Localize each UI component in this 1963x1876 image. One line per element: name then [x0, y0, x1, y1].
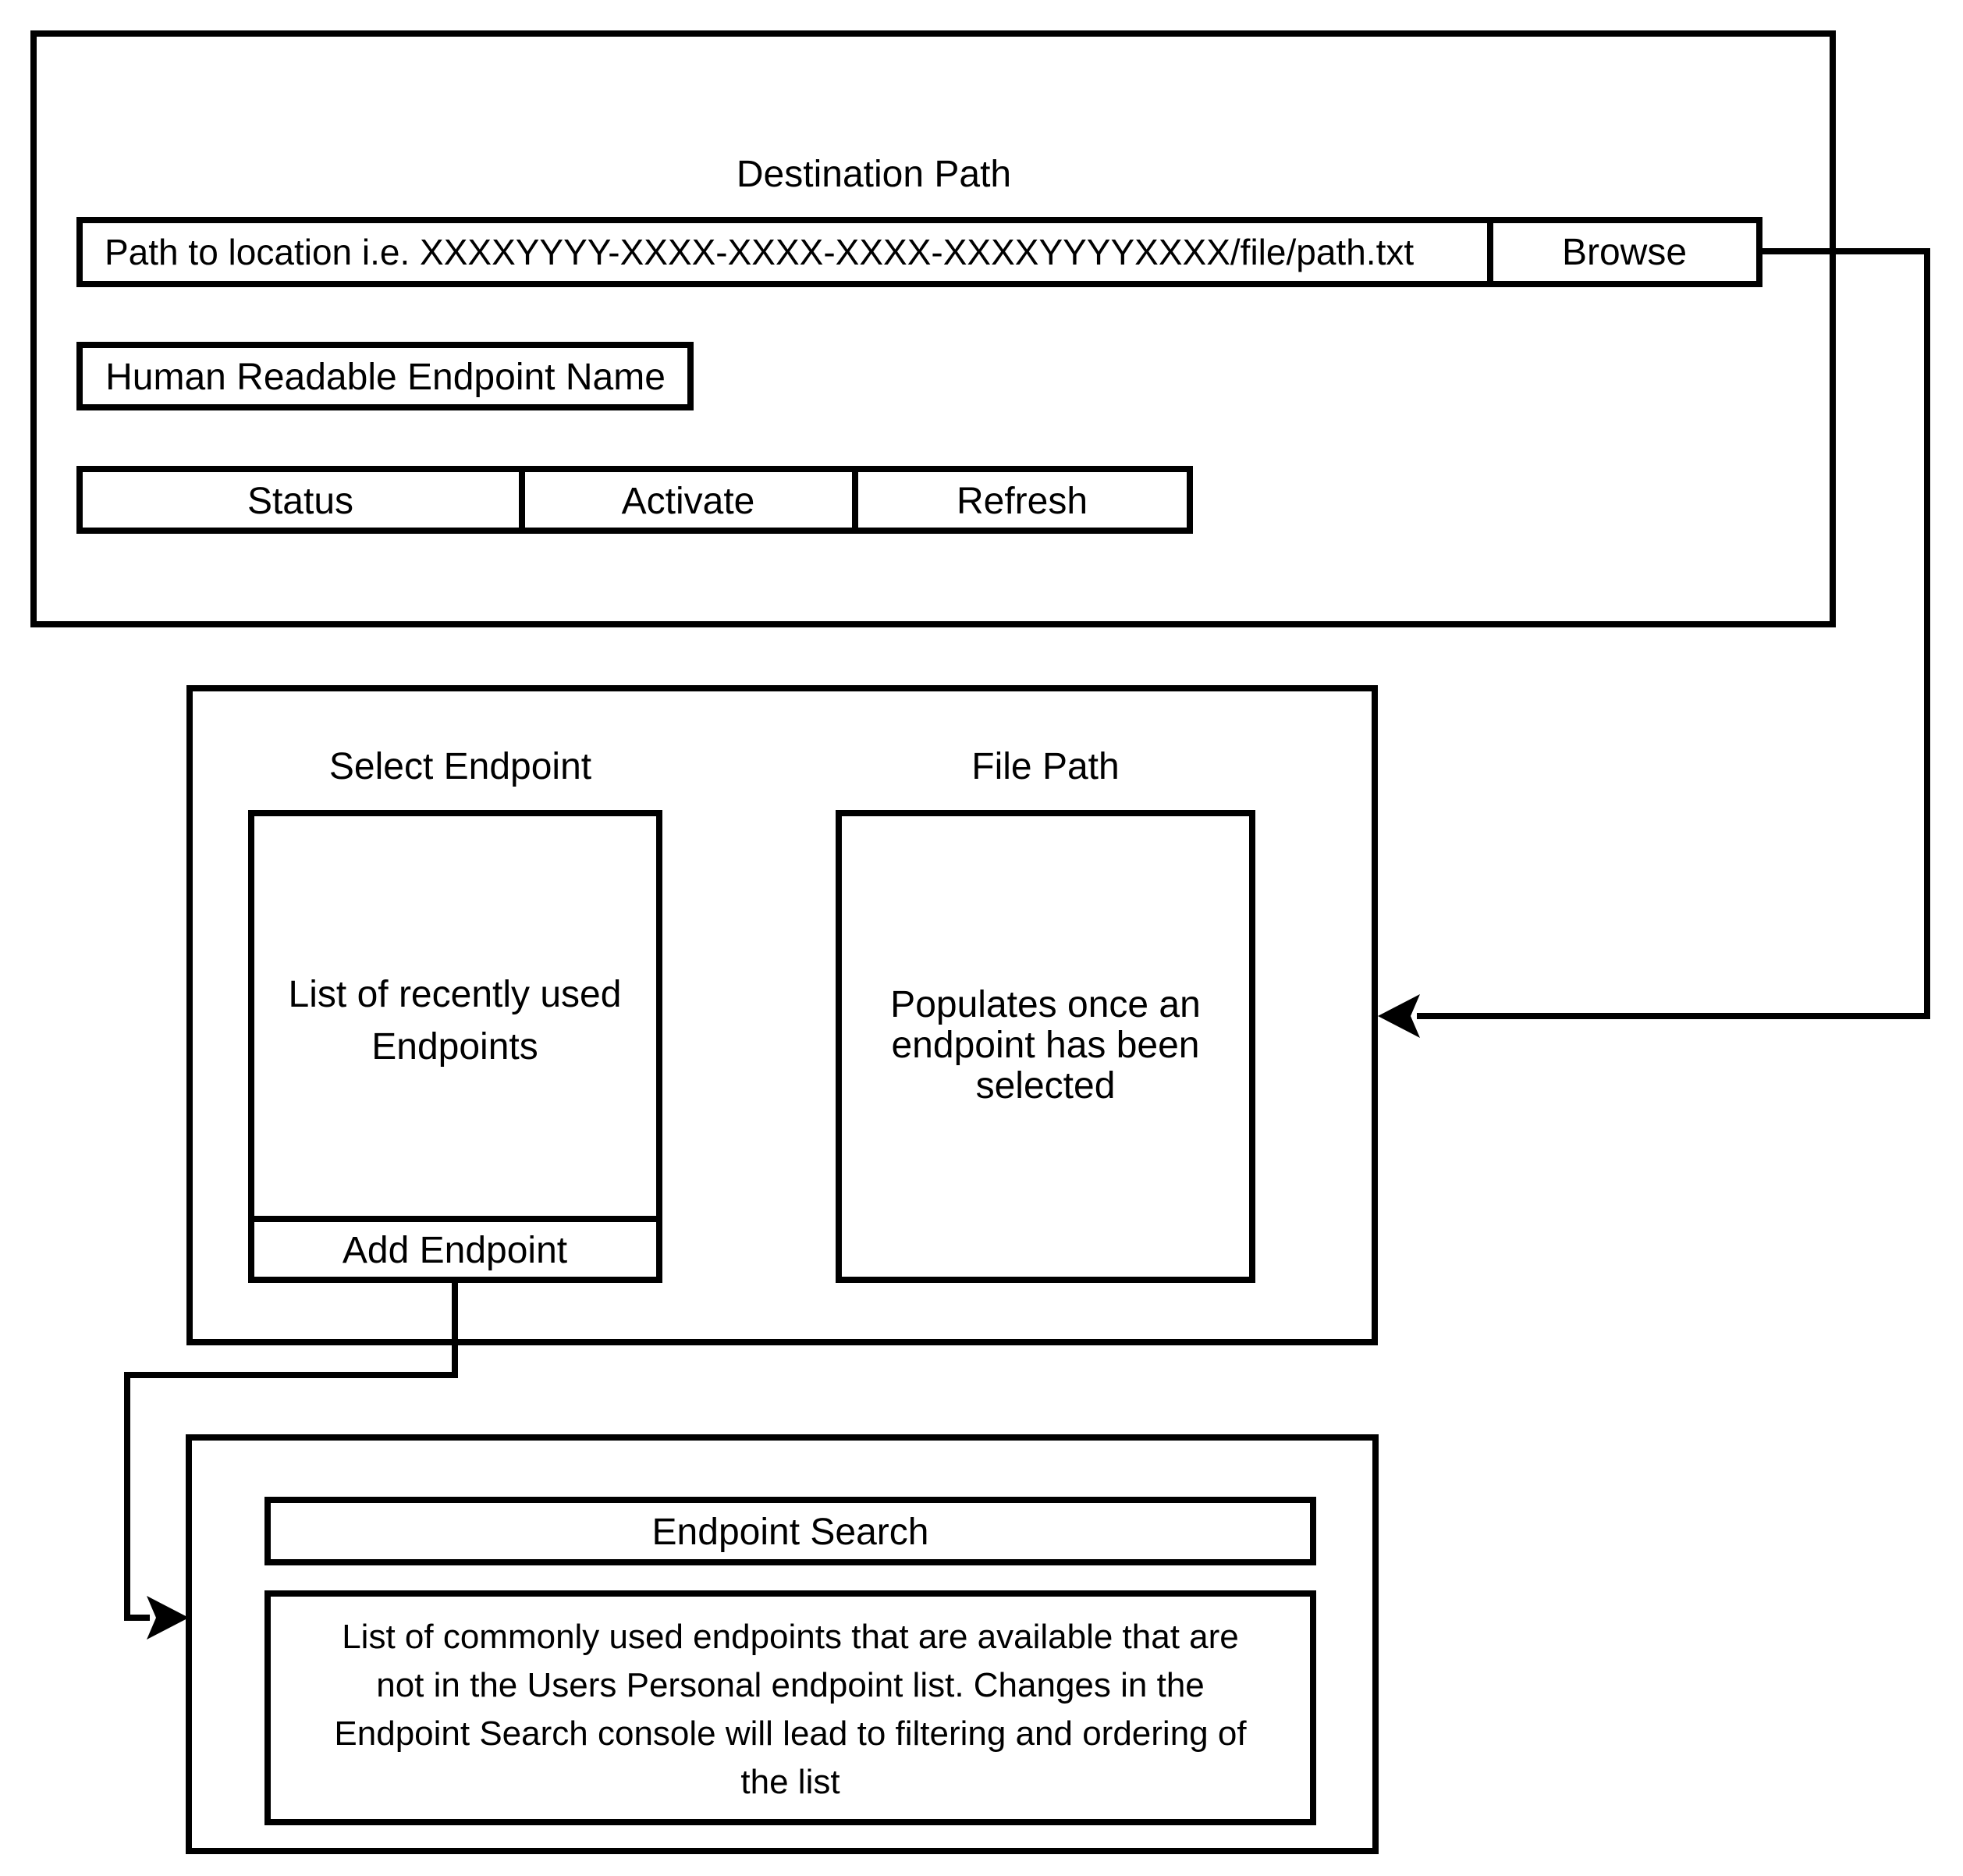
- recent-endpoints-text-line1: List of recently used: [288, 974, 622, 1015]
- destination-path-title: Destination Path: [736, 154, 1012, 195]
- search-results-text-line4: the list: [740, 1763, 840, 1801]
- add-endpoint-button[interactable]: Add Endpoint: [342, 1230, 568, 1271]
- file-path-label: File Path: [971, 746, 1120, 787]
- file-path-panel-text-line3: selected: [975, 1065, 1116, 1107]
- activate-button-label: Activate: [621, 481, 755, 522]
- status-button-label: Status: [247, 481, 354, 522]
- add-endpoint-to-search-arrowhead: [147, 1596, 189, 1640]
- browse-button-label: Browse: [1561, 232, 1688, 273]
- destination-path-panel: [34, 34, 1833, 624]
- recent-endpoints-text-line2: Endpoints: [371, 1026, 538, 1068]
- file-path-panel-text-line1: Populates once an: [890, 984, 1201, 1025]
- refresh-button-label: Refresh: [956, 481, 1088, 522]
- search-results-text-line3: Endpoint Search console will lead to filtering and ordering of: [334, 1714, 1247, 1753]
- search-results-text-line2: not in the Users Personal endpoint list. Changes in the: [376, 1666, 1205, 1704]
- endpoint-name-placeholder: Human Readable Endpoint Name: [105, 357, 666, 398]
- select-endpoint-label: Select Endpoint: [328, 746, 592, 787]
- file-path-panel-text-line2: endpoint has been: [891, 1025, 1200, 1066]
- browse-to-picker-arrowhead: [1378, 994, 1420, 1038]
- search-results-text-line1: List of commonly used endpoints that are available that are: [342, 1618, 1239, 1656]
- endpoint-search-label: Endpoint Search: [651, 1512, 929, 1553]
- path-input-placeholder: Path to location i.e. XXXXYYYY-XXXX-XXXX-XXXX-XXXXYYYYXXXX/file/path.txt: [105, 232, 1415, 272]
